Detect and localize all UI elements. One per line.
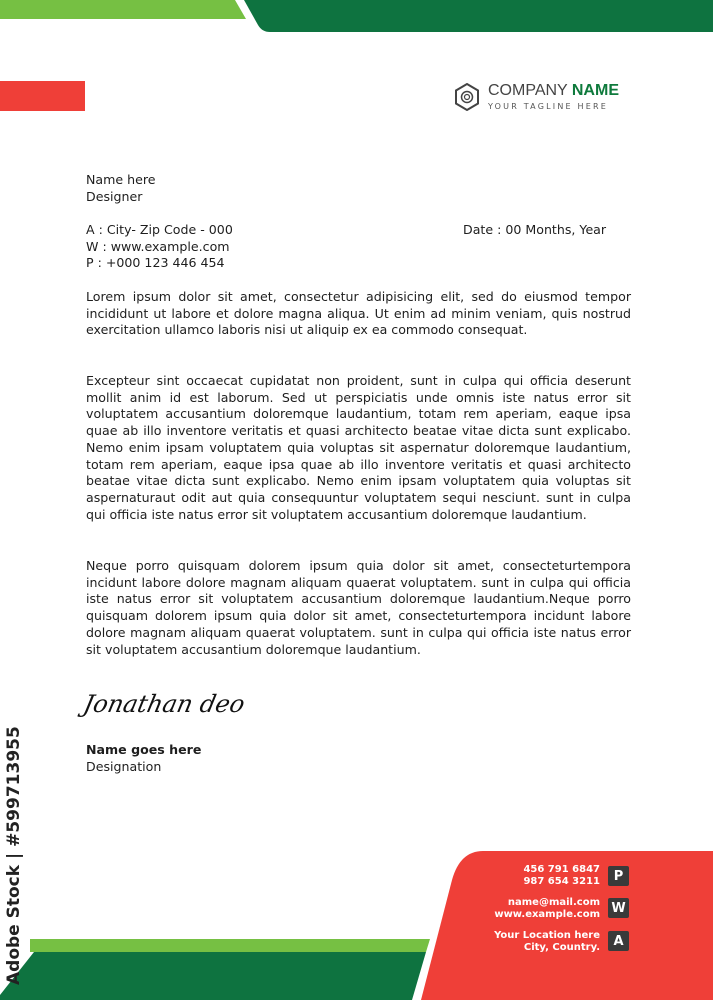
city-country: City, Country. [523, 942, 600, 953]
website-line: W : www.example.com [86, 238, 230, 254]
bottom-light-green-bar [30, 939, 430, 952]
address-block [86, 222, 233, 272]
signature-image: Jonathan deo [81, 690, 248, 718]
footer-web [494, 897, 600, 921]
address-badge-icon: A [608, 931, 629, 951]
stock-watermark: Adobe Stock | #599713955 [4, 726, 24, 985]
footer-address [494, 930, 600, 954]
paragraph-2: Excepteur sint occaecat cupidatat non proident, sunt in culpa qui officia deserunt mollit anim id est laborum. Sed ut perspiciatis unde omnis iste natus error sit voluptatem accusantium doloremque laudantium, totam rem aperiam, eaque ipsa quae ab illo inventore veritatis et quasi architecto beatae vitae dicta sunt explicabo. Nemo enim ipsam voluptatem quia voluptas sit aspernatur doloremque laudantium, totam rem aperiam, eaque ipsa quae ab illo inventore veritatis et quasi architecto beatae vitae dicta sunt explicabo. Nemo enim ipsam voluptatem quia voluptas sit aspernaturaut odit aut quia consequuntur voluptatem sequi nesciunt. sunt in culpa qui officia iste natus error sit voluptatem accusantium doloremque laudantium. [86, 373, 631, 522]
footer-phone [523, 864, 600, 888]
location: Your Location here [494, 930, 600, 941]
signatory-name: Name goes here [86, 742, 202, 757]
phone-line: P : +000 123 446 454 [86, 255, 225, 271]
paragraph-3: Neque porro quisquam dolorem ipsum quia dolor sit amet, consecteturtempora incidunt labore dolore magnam aliquam quaerat voluptatem. sunt in culpa qui officia iste natus error sit voluptatem accusantium doloremque laudantium.Neque porro quisquam dolorem ipsum quia dolor sit amet, consecteturtempora incidunt labore dolore magnam aliquam quaerat voluptatem. sunt in culpa qui officia iste natus error sit voluptatem accusantium doloremque laudantium. [86, 558, 631, 657]
top-light-green-bar [0, 0, 246, 19]
paragraph-1: Lorem ipsum dolor sit amet, consectetur adipisicing elit, sed do eiusmod tempor incididunt ut labore et dolore magna aliqua. Ut enim ad minim veniam, quis nostrud exercitation ullamco laboris nisi ut aliquip ex ea commodo consequat. [86, 289, 631, 338]
address-line: A : City- Zip Code - 000 [86, 222, 233, 237]
company-logo [454, 83, 619, 111]
sender-name: Name here [86, 172, 156, 187]
email: name@mail.com [507, 897, 600, 908]
letter-date: Date : 00 Months, Year [463, 222, 607, 237]
sender-title: Designer [86, 188, 143, 204]
red-accent-bar [0, 81, 85, 111]
phone-2: 987 654 3211 [523, 876, 600, 887]
website: www.example.com [494, 909, 600, 920]
phone-badge-icon: P [608, 866, 629, 886]
company-name: COMPANY NAME [488, 82, 619, 99]
signatory-block [86, 742, 201, 775]
sender-block [86, 172, 156, 205]
phone-1: 456 791 6847 [523, 864, 600, 875]
top-dark-green-bar [244, 0, 713, 32]
signatory-designation: Designation [86, 758, 162, 774]
web-badge-icon: W [608, 898, 629, 918]
company-tagline: YOUR TAGLINE HERE [488, 102, 608, 111]
bottom-dark-green-bar [0, 952, 426, 1000]
hexagon-icon [454, 83, 480, 111]
